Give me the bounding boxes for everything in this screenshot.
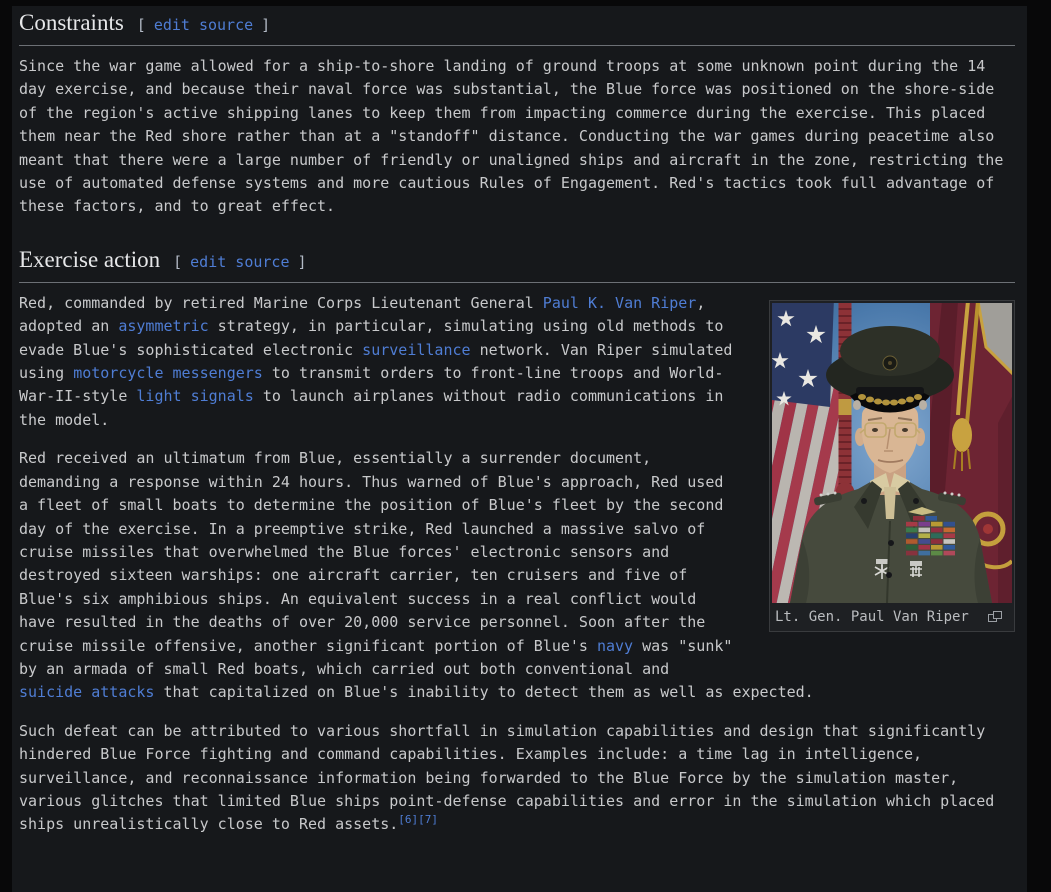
edit-source-link[interactable]: edit source — [153, 16, 254, 34]
edit-bracket-open: [ — [136, 16, 146, 34]
reference-link[interactable]: [6] — [398, 813, 419, 827]
text-run: was "sunk" by an armada of small Red boats, which carried out both conventional and — [19, 636, 733, 678]
article-link[interactable]: navy — [596, 636, 634, 655]
text-run: Red, commanded by retired Marine Corps Lieutenant General — [19, 293, 543, 312]
text-run: to launch airplanes without radio communications in the model. — [19, 387, 724, 429]
article-link[interactable]: motorcycle messengers — [73, 364, 263, 383]
section-heading-exercise-action — [19, 245, 1015, 283]
reference — [418, 813, 438, 826]
edit-bracket-close: ] — [261, 16, 271, 34]
article-content — [12, 6, 1027, 892]
heading-text: Exercise action — [19, 246, 161, 272]
heading-text: Constraints — [19, 10, 124, 35]
article-link[interactable]: asymmetric — [118, 317, 209, 336]
section-exercise-action-body — [19, 292, 1015, 837]
enlarge-icon[interactable] — [988, 611, 1003, 623]
text-run: Such defeat can be attributed to various shortfall in simulation capabilities and design that significantly hindered Blue Force fighting and command capabilities. Examples include: a time lag in intelligence, surveillance, and reconnaissance information being forwarded to the Blue Force by the simulation master, various glitches that limited Blue ships point-defense capabilities and error in the simulation which placed ships unrealistically close to Red assets. — [19, 721, 995, 834]
text-run: Since the war game allowed for a ship-to-shore landing of ground troops at some unknown point during the 14 day exercise, and because their naval force was substantial, the Blue force was positioned on the shore-side of the region's active shipping lanes to keep them from impacting commerce during the exercise. This placed them near the Red shore rather than at a "standoff" distance. Conducting the war games during peacetime also meant that there were a large number of friendly or unaligned ships and aircraft in the zone, restricting the use of automated defense systems and more cautious Rules of Engagement. Red's tactics took full advantage of these factors, and to great effect. — [19, 57, 1004, 216]
text-run: strategy, in particular, simulating using old methods to evade Blue's sophisticated electronic — [19, 317, 724, 359]
text-run: network. Van Riper simulated using — [19, 340, 733, 383]
edit-bracket-close: ] — [297, 252, 307, 271]
thumbnail-caption — [772, 603, 1012, 629]
reference-link[interactable]: [7] — [418, 813, 439, 827]
text-run: Red received an ultimatum from Blue, essentially a surrender document, demanding a response within 24 hours. Thus warned of Blue's approach, Red used a fleet of small boats to determine the position of Blue's fleet by the second day of the exercise. In a preemptive strike, Red launched a massive salvo of cruise missiles that overwhelmed the Blue forces' electronic sensors and destroyed sixteen warships: one aircraft carrier, ten cruisers and five of Blue's six amphibious ships. An equivalent success in a real conflict would have resulted in the deaths of over 20,000 service personnel. Soon after the cruise missile offensive, another significant portion of Blue's — [19, 449, 724, 655]
constraints-paragraphs — [19, 55, 1015, 219]
caption-text: Lt. Gen. Paul Van Riper — [775, 608, 969, 625]
article-link[interactable]: Paul K. Van Riper — [542, 293, 697, 312]
text-run: that capitalized on Blue's inability to detect them as well as expected. — [154, 683, 814, 702]
edit-source-link[interactable]: edit source — [190, 252, 290, 271]
edit-section — [137, 16, 270, 34]
section-constraints-body — [19, 55, 1015, 219]
thumbnail-box — [769, 300, 1015, 632]
article-link[interactable]: suicide attacks — [19, 683, 155, 702]
reference — [398, 813, 418, 826]
article-link[interactable]: light signals — [136, 387, 254, 406]
text-run: to transmit orders to front-line troops and World-War-II-style — [19, 364, 724, 406]
edit-section — [173, 253, 306, 271]
section-heading-constraints — [19, 8, 1015, 46]
paragraph — [19, 55, 1015, 219]
paragraph — [19, 720, 1015, 837]
article-link[interactable]: surveillance — [362, 340, 471, 359]
edit-bracket-open: [ — [173, 252, 183, 271]
van-riper-portrait-image[interactable] — [772, 303, 1012, 603]
text-run: , adopted an — [19, 293, 706, 336]
